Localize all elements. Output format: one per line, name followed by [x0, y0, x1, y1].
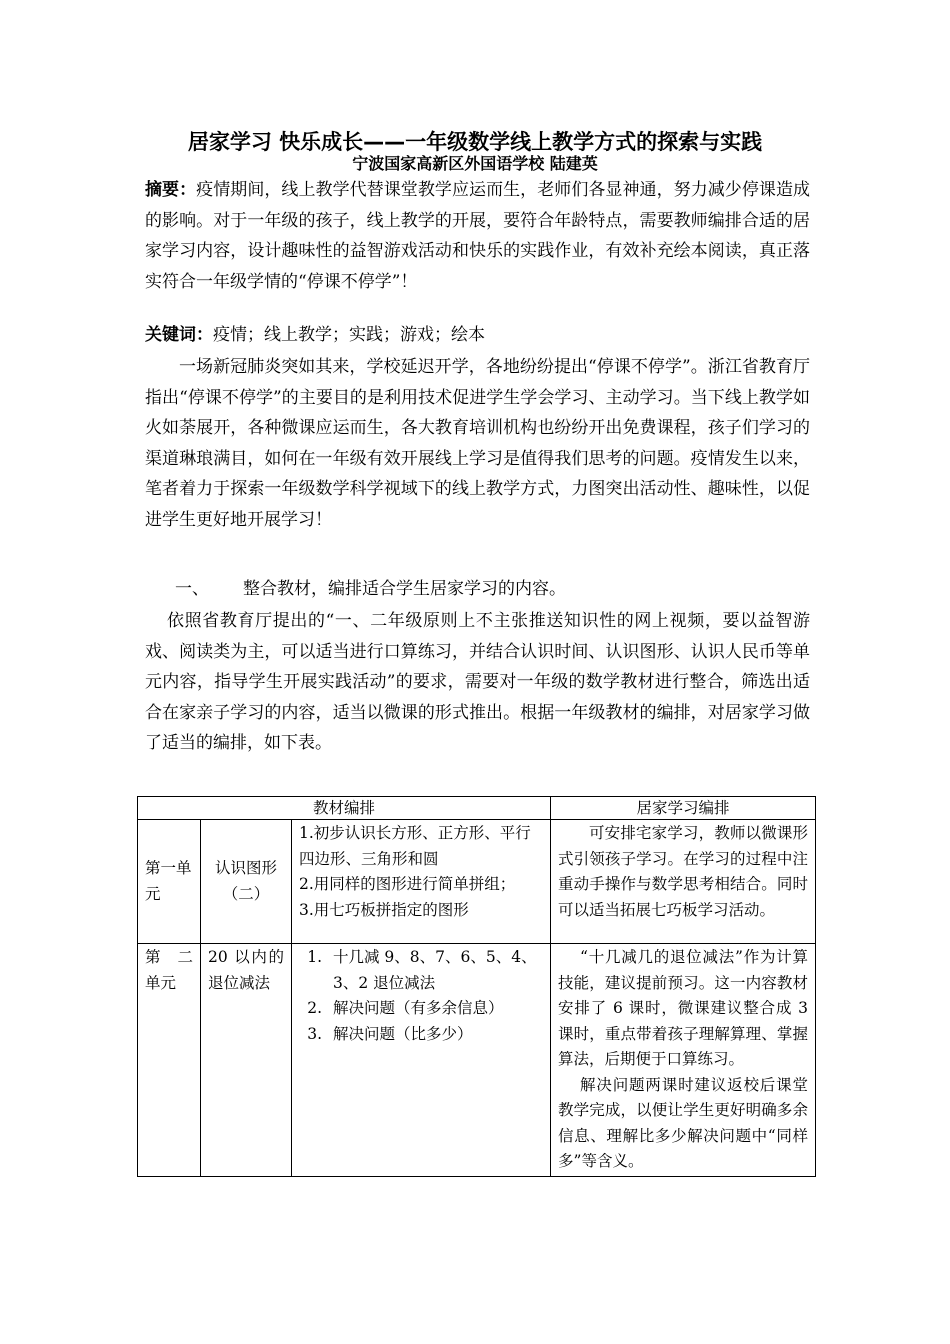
section-heading-text: 整合教材，编排适合学生居家学习的内容。: [243, 579, 566, 599]
table-header-home-plan: 居家学习编排: [551, 797, 816, 820]
section-paragraph: 依照省教育厅提出的“一、二年级原则上不主张推送知识性的网上视频，要以益智游戏、阅读类为主，可以适当进行口算练习，并结合认识时间、认识图形、认识人民币等单元内容，指导学生开展实践活动”的要求，需要对一年级的数学教材进行整合，筛选出适合在家亲子学习的内容，适当以微课的形式推出。根据一年级教材的编排，对居家学习做了适当的编排，如下表。: [145, 611, 810, 754]
content-cell: [292, 820, 551, 944]
unit-cell: 第 二单元: [138, 944, 201, 1177]
abstract-text: 疫情期间，线上教学代替课堂教学应运而生，老师们各显神通，努力减少停课造成的影响。对于一年级的孩子，线上教学的开展，要符合年龄特点，需要教师编排合适的居家学习内容，设计趣味性的益智游戏活动和快乐的实践作业，有效补充绘本阅读，真正落实符合一年级学情的“停课不停学”！: [145, 180, 811, 292]
home-plan-text: 可安排宅家学习，教师以微课形式引领孩子学习。在学习的过程中注重动手操作与数学思考相结合。同时可以适当拓展七巧板学习活动。: [558, 824, 809, 919]
topic-cell: 20 以内的退位减法: [201, 944, 292, 1177]
abstract-label: 摘要：: [145, 180, 197, 200]
curriculum-table: [137, 796, 816, 1177]
content-item: 1.初步认识长方形、正方形、平行四边形、三角形和圆: [299, 824, 531, 868]
table-row: [138, 820, 816, 944]
author-line: 宁波国家高新区外国语学校 陆建英: [352, 154, 598, 173]
intro-paragraph: 一场新冠肺炎突如其来，学校延迟开学，各地纷纷提出“停课不停学”。浙江省教育厅指出“停课不停学”的主要目的是利用技术促进学生学会学习、主动学习。当下线上教学如火如荼展开，各种微课应运而生，各大教育培训机构也纷纷开出免费课程，孩子们学习的渠道琳琅满目，如何在一年级有效开展线上学习是值得我们思考的问题。疫情发生以来，笔者着力于探索一年级数学科学视域下的线上教学方式，力图突出活动性、趣味性，以促进学生更好地开展学习！: [145, 357, 810, 530]
list-item: 3. 解决问题（比多少）: [327, 1022, 543, 1048]
home-plan-text: 解决问题两课时建议返校后课堂教学完成，以便让学生更好明确多余信息、理解比多少解决问题中“同样多”等含义。: [558, 1075, 809, 1170]
home-plan-cell: [551, 820, 816, 944]
home-plan-text: “十几减几的退位减法”作为计算技能，建议提前预习。这一内容教材安排了 6 课时，微课建议整合成 3 课时，重点带着孩子理解算理、掌握算法，后期便于口算练习。: [558, 948, 809, 1068]
keywords-label: 关键词：: [145, 325, 213, 345]
document-title: 居家学习 快乐成长——一年级数学线上教学方式的探索与实践: [187, 130, 763, 154]
table-row: [138, 944, 816, 1177]
content-item: 3.用七巧板拼指定的图形: [299, 900, 469, 919]
keywords-text: 疫情；线上教学；实践；游戏；绘本: [213, 325, 485, 345]
home-plan-cell: [551, 944, 816, 1177]
table-header-textbook: 教材编排: [138, 797, 551, 820]
list-item: 1. 十几减 9、8、7、6、5、4、3、2 退位减法: [327, 945, 543, 996]
section-heading: [175, 574, 566, 599]
content-list: [299, 945, 543, 1047]
topic-cell: 认识图形（二）: [201, 820, 292, 944]
keywords-line: [145, 320, 810, 351]
content-item: 2.用同样的图形进行简单拼组；: [299, 875, 516, 893]
unit-cell: 第一单元: [138, 820, 201, 944]
content-cell: [292, 944, 551, 1177]
abstract-paragraph: [145, 175, 810, 297]
section-number: 一、: [175, 579, 209, 599]
list-item: 2. 解决问题（有多余信息）: [327, 996, 543, 1022]
table-header-row: [138, 797, 816, 820]
